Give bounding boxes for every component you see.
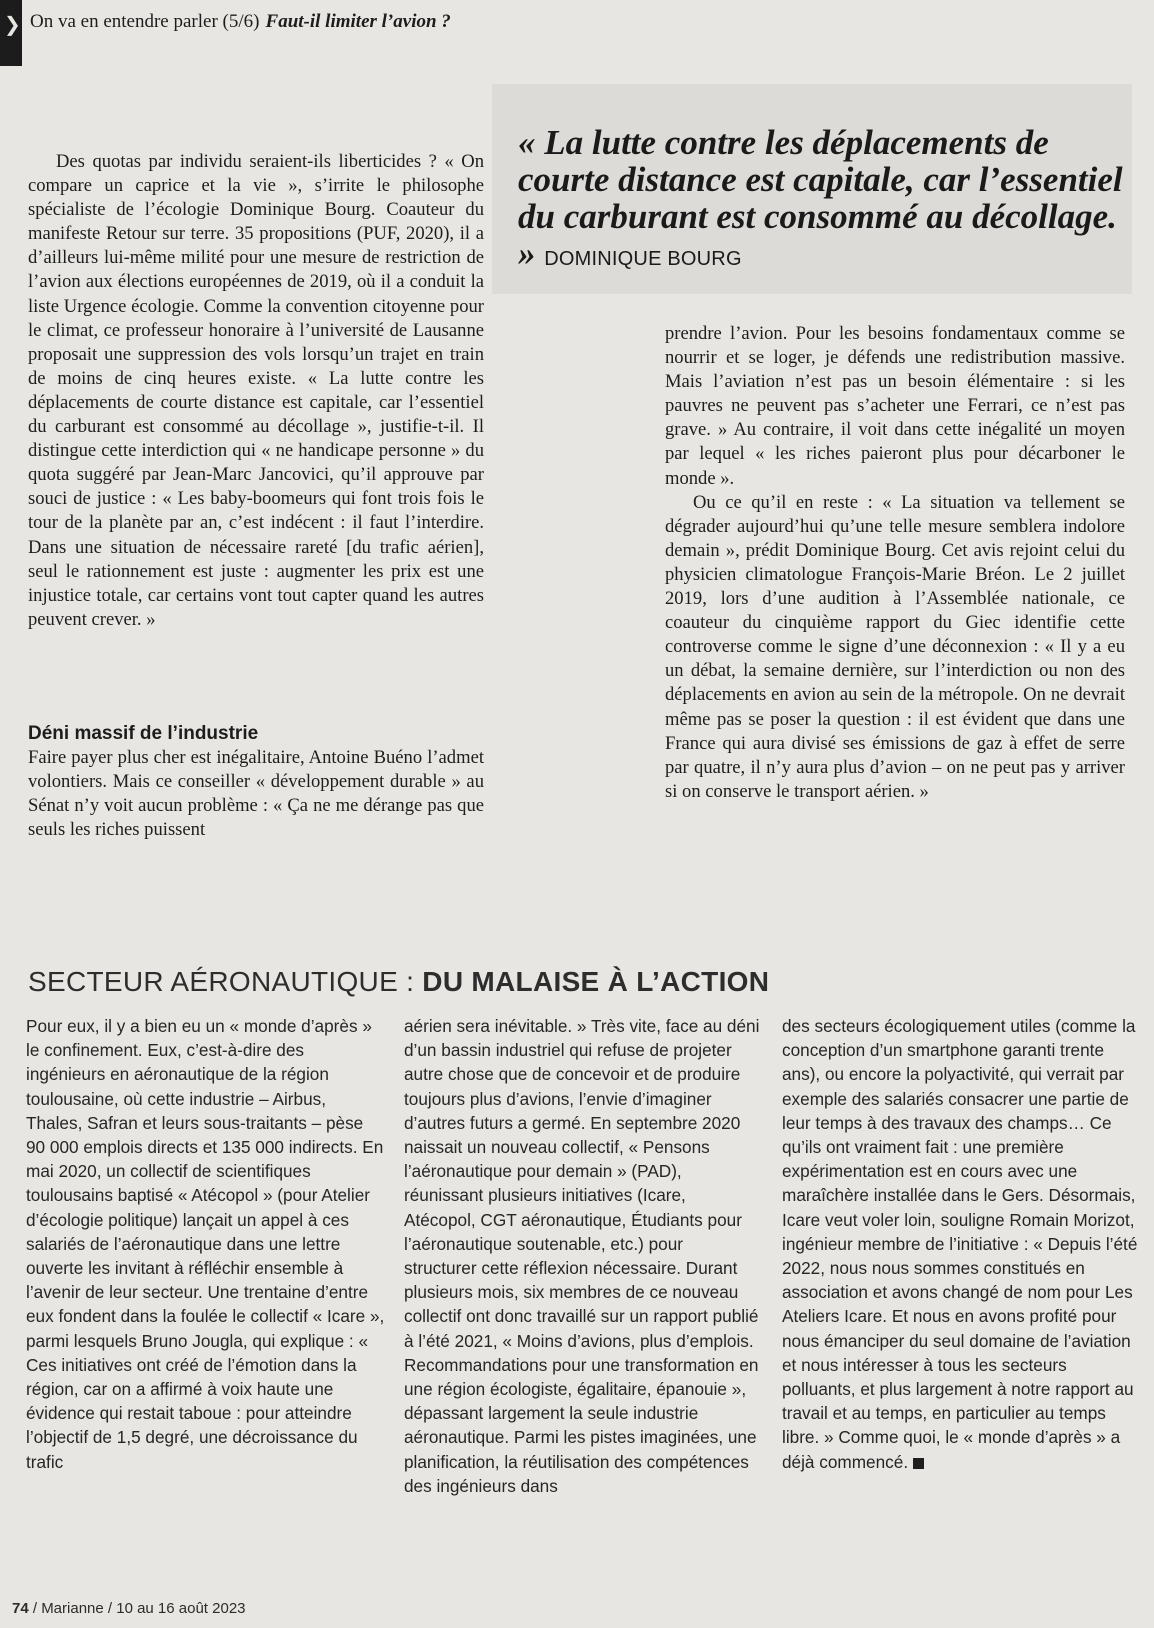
running-header: [30, 10, 451, 33]
box-paragraph: aérien sera inévitable. » Très vite, face au déni d’un bassin industriel qui refuse de projeter autre chose que de concevoir et de produire toujours plus d’avions, l’envie d’imaginer d’autres futurs a germé. En septembre 2020 naissait un nouveau collectif, « Pensons l’aéronautique pour demain » (PAD), réunissant plusieurs initiatives (Icare, Atécopol, CGT aéronautique, Étudiants pour l’aéronautique soutenable, etc.) pour structurer cette réflexion nécessaire. Durant plusieurs mois, six membres de ce nouveau collectif ont donc travaillé sur un rapport publié à l’été 2021, « Moins d’avions, plus d’emplois. Recommandations pour une transformation en une région écologiste, égalitaire, épanouie », dépassant largement la seule industrie aéronautique. Parmi les pistes imaginées, une planification, la réutilisation des compétences des ingénieurs dans: [404, 1016, 760, 1496]
publication-info: / Marianne / 10 au 16 août 2023: [28, 1600, 246, 1617]
article-column-left-lower: [28, 746, 484, 842]
box-title-part2: DU MALAISE À L’ACTION: [422, 966, 770, 997]
box-title: [28, 966, 769, 998]
box-column-2: [404, 1014, 760, 1498]
pull-quote-source: DOMINIQUE BOURG: [544, 248, 742, 270]
box-paragraph: Pour eux, il y a bien eu un « monde d’après » le confinement. Eux, c’est-à-dire des ingénieurs en aéronautique de la région toulousaine, où cette industrie – Airbus, Thales, Safran et leurs sous-traitants – pèse 90 000 emplois directs et 135 000 indirects. En mai 2020, un collectif de scientifiques toulousains baptisé « Atécopol » (pour Atelier d’écologie politique) lançait un appel à ces salariés de l’aéronautique dans une lettre ouverte les invitant à réfléchir ensemble à l’avenir de leur secteur. Une trentaine d’entre eux fondent dans la foulée le collectif « Icare », parmi lesquels Bruno Jougla, qui explique : « Ces initiatives ont créé de l’émotion dans la région, car on a affirmé à voix haute une évidence qui restait taboue : pour atteindre l’objectif de 1,5 degré, une décroissance du trafic: [26, 1016, 385, 1472]
article-column-left: [28, 150, 484, 632]
page-footer: [12, 1600, 246, 1617]
box-title-part1: SECTEUR AÉRONAUTIQUE :: [28, 966, 423, 997]
end-of-article-square-icon: [913, 1458, 924, 1469]
series-label: On va en entendre parler (5/6): [30, 11, 260, 32]
box-paragraph: [782, 1014, 1138, 1474]
box-column-1: [26, 1014, 386, 1474]
article-paragraph: Des quotas par individu seraient-ils liberticides ? « On compare un caprice et la vie », s’irrite le philosophe spécialiste de l’écologie Dominique Bourg. Coauteur du manifeste Retour sur terre. 35 propositions (PUF, 2020), il a d’ailleurs lui-même milité pour une mesure de restriction de l’avion aux élections européennes de 2019, où il a conduit la liste Urgence écologie. Comme la convention citoyenne pour le climat, ce professeur honoraire à l’université de Lausanne proposait une suppression des vols lorsqu’un trajet en train de moins de cinq heures existe. « La lutte contre les déplacements de courte distance est capitale, car l’essentiel du carburant est consommé au décollage », justifie-t-il. Il distingue cette interdiction qui « ne handicape personne » du quota suggéré par Jean-Marc Jancovici, qu’il approuve par souci de justice : « Les baby-boomeurs qui font trois fois le tour de la planète par an, c’est indécent : il faut l’interdire. Dans une situation de nécessaire rareté [du trafic aérien], seul le rationnement est juste : augmenter les prix est une injustice totale, car certains vont tout capter quand les autres peuvent crever. »: [28, 151, 484, 630]
pull-quote-text: « La lutte contre les déplacements de courte distance est capitale, car l’essentiel du carburant est consommé au décollage. »: [518, 123, 1123, 273]
box-column-3: [782, 1014, 1138, 1474]
pull-quote: [518, 124, 1138, 278]
subheading: Déni massif de l’industrie: [28, 723, 259, 744]
article-paragraph: Faire payer plus cher est inégalitaire, Antoine Buéno l’admet volontiers. Mais ce conseiller « développement durable » au Sénat n’y voit aucun problème : « Ça ne me dérange pas que seuls les riches puissent: [28, 747, 484, 841]
article-paragraph: Ou ce qu’il en reste : « La situation va tellement se dégrader aujourd’hui qu’une telle mesure semblera indolore demain », prédit Dominique Bourg. Cet avis rejoint celui du physicien climatologue François-Marie Bréon. Le 2 juillet 2019, lors d’une audition à l’Assemblée nationale, ce coauteur du cinquième rapport du Giec identifie cette controverse comme le signe d’une déconnexion : « Il y a eu un débat, la semaine dernière, sur l’interdiction ou non des déplacements en avion au sein de la métropole. On ne devrait même pas se poser la question : il est évident que dans une France qui aura divisé ses émissions de gaz à effet de serre par quatre, il n’y aura plus d’avion – on ne peut pas y arriver si on conserve le transport aérien. »: [665, 491, 1125, 802]
section-marker: [0, 0, 22, 66]
article-paragraph: prendre l’avion. Pour les besoins fondamentaux comme se nourrir et se loger, je défends une redistribution massive. Mais l’aviation n’est pas un besoin élémentaire : si les pauvres ne peuvent pas s’acheter une Ferrari, ce n’est pas grave. » Au contraire, il voit dans cette inégalité un moyen par lequel « les riches paieront plus pour décarboner le monde ».: [665, 323, 1125, 489]
box-paragraph-text: des secteurs écologiquement utiles (comme la conception d’un smartphone garanti trente ans), ou encore la polyactivité, qui verrait par exemple des salariés consacrer une partie de leur temps à des travaux des champs… Ce qu’ils ont vraiment fait : une première expérimentation est en cours avec une maraîchère installée dans le Gers. Désormais, Icare veut voler loin, souligne Romain Morizot, ingénieur membre de l’initiative : « Depuis l’été 2022, nous nous sommes constitués en association et avons changé de nom pour Les Ateliers Icare. Et nous en avons profité pour nous émanciper du seul domaine de l’aviation et nous intéresser à tous les secteurs polluants, et plus largement à notre rapport au travail et au temps, en particulier au temps libre. » Comme quoi, le « monde d’après » a déjà commencé.: [782, 1016, 1138, 1472]
chevron-right-icon: ❯: [4, 12, 21, 36]
page-number: 74: [12, 1600, 29, 1617]
article-column-right: [665, 322, 1125, 804]
header-question: Faut-il limiter l’avion ?: [265, 11, 451, 32]
